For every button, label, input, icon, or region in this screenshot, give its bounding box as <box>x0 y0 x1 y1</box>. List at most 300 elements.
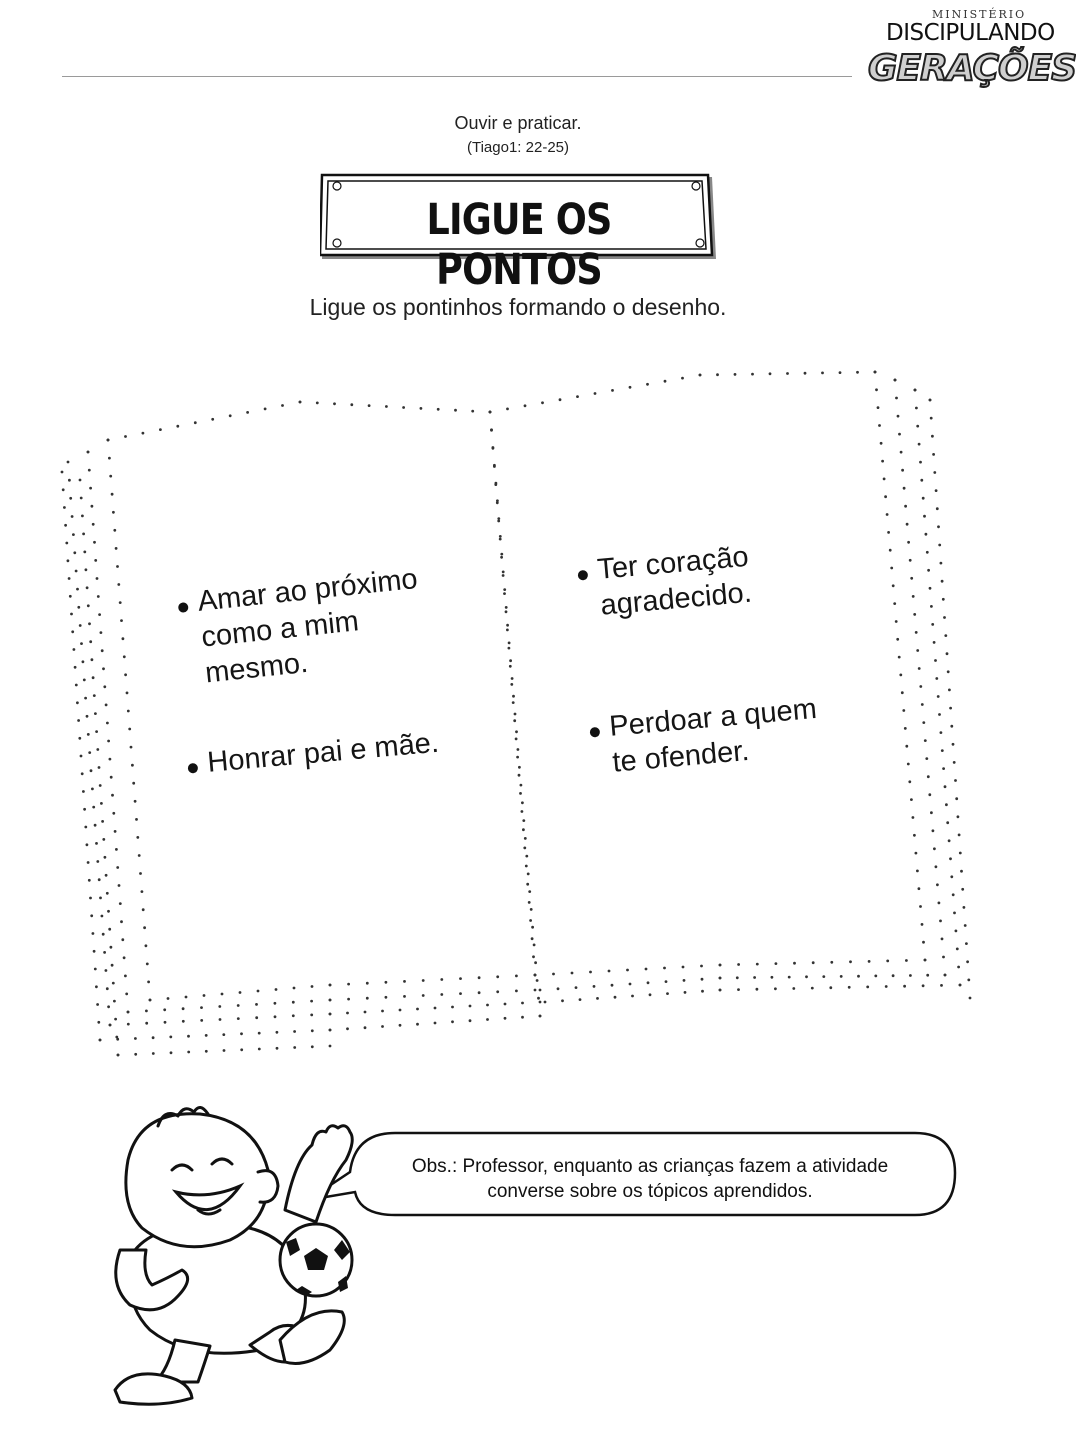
dot <box>381 1010 384 1013</box>
boy-with-ball-illustration <box>80 1100 380 1410</box>
dot <box>505 610 508 613</box>
dot <box>329 999 332 1002</box>
dot <box>950 725 953 728</box>
dot <box>919 685 922 688</box>
dot <box>907 541 910 544</box>
dot <box>102 838 105 841</box>
dot <box>91 658 94 661</box>
dot <box>526 883 529 886</box>
dot <box>152 1052 155 1055</box>
dot <box>109 475 112 478</box>
dot <box>72 533 75 536</box>
dot <box>919 905 922 908</box>
dot <box>881 460 884 463</box>
dot <box>187 1035 190 1038</box>
dot <box>774 987 777 990</box>
dot <box>916 425 919 428</box>
dot <box>110 776 113 779</box>
dot <box>299 401 302 404</box>
dot <box>94 824 97 827</box>
dot <box>529 919 532 922</box>
dot <box>97 1021 100 1024</box>
dot <box>107 439 110 442</box>
dot <box>957 966 960 969</box>
note-line-2: converse sobre os tópicos aprendidos. <box>487 1180 813 1202</box>
dot <box>293 987 296 990</box>
dot <box>75 684 78 687</box>
dot <box>942 767 945 770</box>
dot <box>938 544 941 547</box>
dot <box>890 567 893 570</box>
dot <box>950 875 953 878</box>
dot <box>903 985 906 988</box>
dot <box>900 451 903 454</box>
dot <box>902 709 905 712</box>
dot <box>508 647 511 650</box>
dot <box>403 995 406 998</box>
dot <box>893 602 896 605</box>
dot <box>513 719 516 722</box>
dot <box>329 1029 332 1032</box>
dot <box>237 1017 240 1020</box>
dot <box>94 559 97 562</box>
dot <box>506 408 509 411</box>
dot <box>518 774 521 777</box>
dot <box>928 793 931 796</box>
dot <box>147 981 150 984</box>
dot <box>105 704 108 707</box>
dot <box>931 435 934 438</box>
dot <box>948 839 951 842</box>
dot <box>104 856 107 859</box>
dot <box>83 551 86 554</box>
dot <box>575 986 578 989</box>
dot <box>64 524 67 527</box>
dot <box>237 1004 240 1007</box>
dot <box>508 642 511 645</box>
dot <box>229 414 232 417</box>
dot <box>82 790 85 793</box>
dot <box>935 677 938 680</box>
dot <box>106 987 109 990</box>
dot <box>381 1025 384 1028</box>
banner-title: LIGUE OS PONTOS <box>426 195 612 295</box>
dot <box>822 975 825 978</box>
dot <box>684 991 687 994</box>
dot <box>608 970 611 973</box>
dot <box>87 604 90 607</box>
waving-hand-icon <box>285 1126 352 1222</box>
dot <box>921 703 924 706</box>
dot <box>512 701 515 704</box>
dot <box>364 1026 367 1029</box>
dot <box>127 1011 130 1014</box>
dot <box>403 980 406 983</box>
dot <box>521 801 524 804</box>
dot <box>681 377 684 380</box>
dot <box>350 403 353 406</box>
dot <box>149 999 152 1002</box>
dot <box>134 1053 137 1056</box>
dot <box>138 854 141 857</box>
dot <box>940 731 943 734</box>
dot <box>875 388 878 391</box>
dot <box>631 995 634 998</box>
dot <box>937 695 940 698</box>
dot <box>131 764 134 767</box>
dot <box>92 806 95 809</box>
dot <box>932 453 935 456</box>
dot <box>112 812 115 815</box>
dot <box>839 371 842 374</box>
dot <box>924 959 927 962</box>
dot <box>112 982 115 985</box>
dot <box>119 601 122 604</box>
dot <box>918 443 921 446</box>
dot <box>541 401 544 404</box>
dot <box>889 549 892 552</box>
dot <box>510 683 513 686</box>
dot <box>905 959 908 962</box>
dot <box>98 878 101 881</box>
dot <box>857 975 860 978</box>
dot <box>719 977 722 980</box>
dot <box>385 405 388 408</box>
dot <box>83 679 86 682</box>
dot <box>896 638 899 641</box>
dot <box>98 766 101 769</box>
dot <box>63 506 66 509</box>
dot <box>502 574 505 577</box>
dot <box>274 1015 277 1018</box>
dot <box>115 547 118 550</box>
dot <box>346 1012 349 1015</box>
dot <box>938 902 941 905</box>
dot <box>629 386 632 389</box>
dot <box>469 1005 472 1008</box>
dot <box>506 629 509 632</box>
dot <box>811 987 814 990</box>
dot <box>121 938 124 941</box>
dot <box>311 1029 314 1032</box>
dot <box>80 755 83 758</box>
dot <box>94 968 97 971</box>
dot <box>927 775 930 778</box>
dot <box>101 820 104 823</box>
dot <box>944 785 947 788</box>
dot <box>93 541 96 544</box>
dot <box>921 923 924 926</box>
dot <box>88 469 91 472</box>
dot <box>756 963 759 966</box>
dot <box>866 986 869 989</box>
dot <box>915 631 918 634</box>
dot <box>82 533 85 536</box>
dot <box>953 912 956 915</box>
dot <box>914 389 917 392</box>
dot <box>525 855 528 858</box>
dot <box>909 559 912 562</box>
dot <box>918 887 921 890</box>
dot <box>955 930 958 933</box>
dot <box>99 784 102 787</box>
dot <box>211 418 214 421</box>
dot <box>736 976 739 979</box>
item-line: Perdoar a quem <box>608 692 819 743</box>
dot <box>163 1008 166 1011</box>
dot <box>434 1007 437 1010</box>
dot <box>67 559 70 562</box>
dot <box>966 960 969 963</box>
dot <box>92 676 95 679</box>
dot <box>899 674 902 677</box>
dot <box>223 1049 226 1052</box>
dot <box>737 988 740 991</box>
dot <box>97 595 100 598</box>
dot <box>539 1015 542 1018</box>
dot <box>492 446 495 449</box>
dot <box>856 371 859 374</box>
dot <box>751 373 754 376</box>
bible-reference: (Tiago1: 22-25) <box>467 139 569 156</box>
dot <box>422 979 425 982</box>
dot <box>954 779 957 782</box>
dot <box>95 985 98 988</box>
dot <box>769 372 772 375</box>
dot <box>941 938 944 941</box>
dot <box>936 507 939 510</box>
logo-line-1: MINISTÉRIO <box>932 8 1027 21</box>
dot <box>500 553 503 556</box>
dot <box>246 411 249 414</box>
dot <box>886 960 889 963</box>
dot <box>87 451 90 454</box>
dot <box>929 587 932 590</box>
dot <box>118 884 121 887</box>
item-line: mesmo. <box>203 646 310 690</box>
dot <box>907 763 910 766</box>
dot <box>503 592 506 595</box>
dot <box>486 1018 489 1021</box>
dot <box>892 584 895 587</box>
dot <box>94 712 97 715</box>
dot <box>109 1024 112 1027</box>
dot <box>200 1006 203 1009</box>
dot <box>106 722 109 725</box>
dot <box>346 1027 349 1030</box>
dot <box>521 810 524 813</box>
dot <box>868 960 871 963</box>
dot <box>649 993 652 996</box>
subtitle: Ouvir e praticar. <box>454 113 582 133</box>
dot <box>240 1048 243 1051</box>
dot <box>77 606 80 609</box>
dot <box>489 411 492 414</box>
dot <box>258 1032 261 1035</box>
dot <box>901 691 904 694</box>
dot <box>525 865 528 868</box>
dot <box>793 962 796 965</box>
dot <box>906 523 909 526</box>
dot <box>92 932 95 935</box>
dot <box>915 407 918 410</box>
dot <box>716 373 719 376</box>
dot <box>913 834 916 837</box>
dot <box>82 660 85 663</box>
dot <box>515 990 518 993</box>
dot <box>935 865 938 868</box>
dot <box>115 848 118 851</box>
dot <box>874 975 877 978</box>
dot <box>78 737 81 740</box>
dot <box>88 879 91 882</box>
dot <box>947 670 950 673</box>
dot <box>786 372 789 375</box>
dot <box>961 888 964 891</box>
dot <box>699 374 702 377</box>
dot <box>240 1032 243 1035</box>
dot <box>276 1031 279 1034</box>
dot <box>255 1016 258 1019</box>
dot <box>527 873 530 876</box>
dot <box>114 830 117 833</box>
dot <box>512 695 515 698</box>
dot <box>894 379 897 382</box>
dot <box>665 980 668 983</box>
dot <box>126 692 129 695</box>
dot <box>571 972 574 975</box>
dot <box>594 392 597 395</box>
dot <box>120 920 123 923</box>
dot <box>108 928 111 931</box>
dot <box>125 993 128 996</box>
dot <box>70 613 73 616</box>
dot <box>99 1039 102 1042</box>
dot <box>135 818 138 821</box>
dot <box>275 988 278 991</box>
dot <box>849 960 852 963</box>
dot <box>120 619 123 622</box>
dot <box>926 551 929 554</box>
dot <box>194 421 197 424</box>
dot <box>496 499 499 502</box>
dot <box>943 616 946 619</box>
dot <box>111 794 114 797</box>
dot <box>734 373 737 376</box>
dot <box>139 872 142 875</box>
dot <box>115 1036 118 1039</box>
dot <box>205 1050 208 1053</box>
dot <box>176 425 179 428</box>
dot <box>895 397 898 400</box>
dot <box>385 981 388 984</box>
dot <box>942 598 945 601</box>
dot <box>925 533 928 536</box>
dot <box>524 404 527 407</box>
dot <box>103 951 106 954</box>
dot <box>420 407 423 410</box>
dot <box>347 983 350 986</box>
dot <box>579 998 582 1001</box>
dot <box>93 950 96 953</box>
dot <box>469 1019 472 1022</box>
dot <box>451 1006 454 1009</box>
dot <box>611 984 614 987</box>
dot <box>87 733 90 736</box>
dot <box>124 435 127 438</box>
dot <box>737 963 740 966</box>
dot <box>92 523 95 526</box>
dot <box>775 962 778 965</box>
dot <box>366 982 369 985</box>
dot <box>347 998 350 1001</box>
dot <box>646 383 649 386</box>
dot <box>959 984 962 987</box>
dot <box>912 816 915 819</box>
dot <box>145 1010 148 1013</box>
dot <box>293 1030 296 1033</box>
dot <box>940 562 943 565</box>
dot <box>611 389 614 392</box>
dot <box>91 505 94 508</box>
dot <box>96 748 99 751</box>
dot <box>122 637 125 640</box>
dot <box>626 969 629 972</box>
dot <box>437 408 440 411</box>
dot <box>62 488 65 491</box>
dot <box>528 901 531 904</box>
dot <box>544 1001 547 1004</box>
dot <box>539 1001 542 1004</box>
dot <box>293 1046 296 1049</box>
dot <box>531 937 534 940</box>
dot <box>904 505 907 508</box>
dot <box>83 808 86 811</box>
dot <box>904 727 907 730</box>
dot <box>532 955 535 958</box>
dot <box>459 977 462 980</box>
dot <box>497 517 500 520</box>
instruction-text: Ligue os pontinhos formando o desenho. <box>309 294 727 320</box>
dot <box>908 780 911 783</box>
dot <box>106 892 109 895</box>
dot <box>200 1019 203 1022</box>
dot <box>366 997 369 1000</box>
dot <box>100 631 103 634</box>
dot <box>503 588 506 591</box>
dot <box>701 978 704 981</box>
dot <box>221 993 224 996</box>
dot <box>85 568 88 571</box>
dot <box>884 495 887 498</box>
dot <box>964 924 967 927</box>
dot <box>164 1021 167 1024</box>
dot <box>496 990 499 993</box>
dot <box>918 667 921 670</box>
item-line: te ofender. <box>611 734 751 779</box>
dot <box>311 985 314 988</box>
dot <box>76 701 79 704</box>
dot <box>883 478 886 481</box>
dot <box>258 1048 261 1051</box>
dot <box>102 933 105 936</box>
dot <box>949 707 952 710</box>
dot <box>719 964 722 967</box>
dot <box>69 595 72 598</box>
dot <box>518 766 521 769</box>
dot <box>497 520 500 523</box>
dot <box>68 479 71 482</box>
